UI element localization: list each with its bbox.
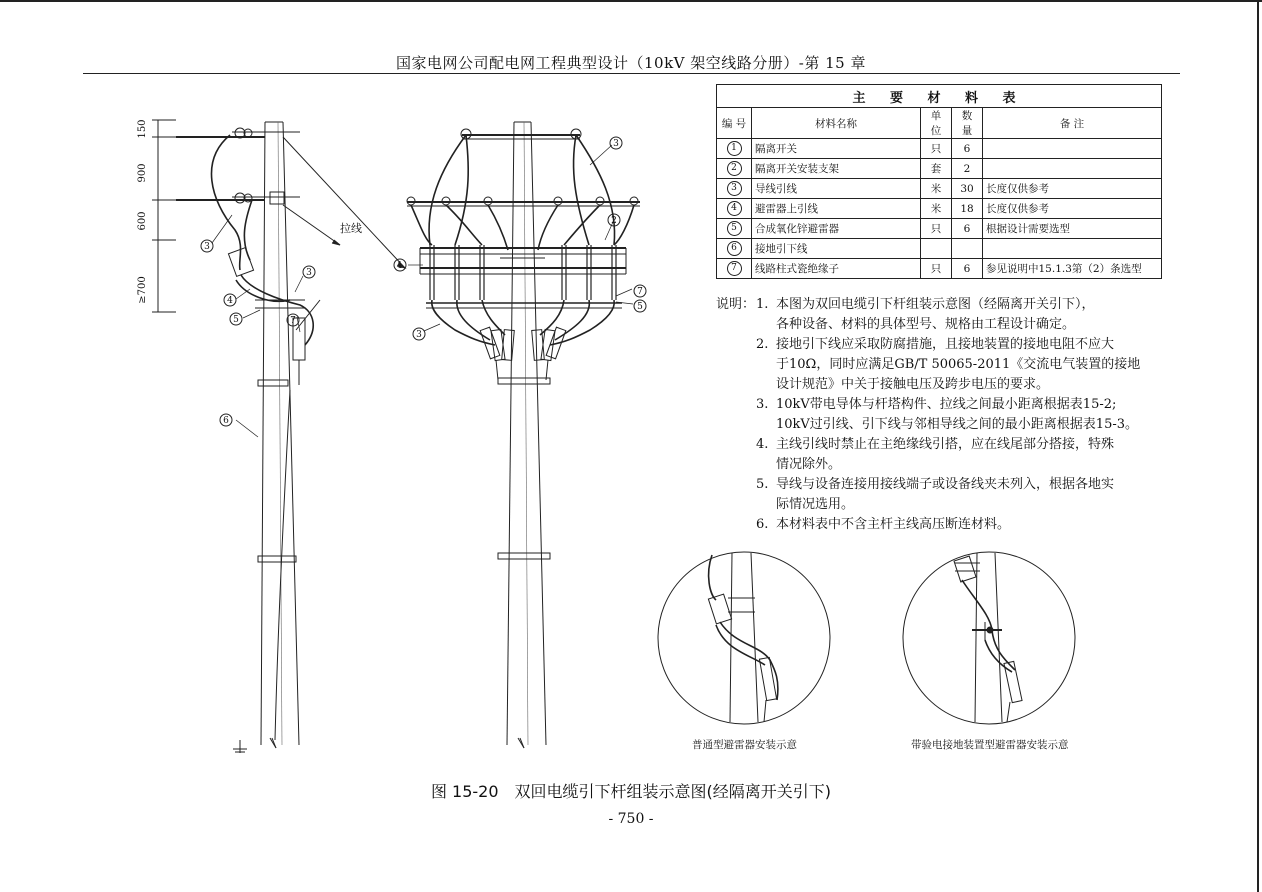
dim-900: 900 (137, 163, 148, 183)
row-unit: 套 (921, 159, 952, 179)
table-row (717, 259, 1162, 279)
notes-list (716, 295, 1156, 535)
callout-5b: 5 (637, 302, 643, 312)
note-line: 际情况选用。 (776, 497, 855, 512)
callout-3b: 3 (306, 268, 312, 278)
row-unit: 只 (921, 139, 952, 159)
row-unit: 米 (921, 199, 952, 219)
materials-table (716, 84, 1162, 279)
detail-left-caption: 普通型避雷器安装示意 (692, 739, 797, 751)
row-name: 避雷器上引线 (752, 199, 921, 219)
row-qty: 18 (952, 199, 983, 219)
row-remark (983, 239, 1162, 259)
row-no: 5 (727, 221, 742, 236)
row-remark (983, 159, 1162, 179)
leader-lines (212, 145, 633, 437)
row-name: 隔离开关 (752, 139, 921, 159)
row-qty: 2 (952, 159, 983, 179)
header-name: 材料名称 (752, 108, 921, 139)
materials-table-header (717, 108, 1162, 139)
table-row (717, 239, 1162, 259)
row-no: 4 (727, 201, 742, 216)
row-unit: 只 (921, 219, 952, 239)
note-number: 3. (756, 397, 769, 412)
row-qty (952, 239, 983, 259)
materials-table-title: 主 要 材 料 表 (717, 85, 1162, 108)
guy-wire-label: 拉线 (340, 222, 362, 235)
note-item (756, 295, 1156, 335)
note-line: 10kV带电导体与杆塔构件、拉线之间最小距离根据表15-2; (776, 397, 1117, 412)
page-header: 国家电网公司配电网工程典型设计（10kV 架空线路分册）-第 15 章 (396, 54, 866, 72)
note-number: 6. (756, 517, 769, 532)
row-qty: 6 (952, 139, 983, 159)
note-line: 于10Ω，同时应满足GB/T 50065-2011《交流电气装置的接地 (776, 357, 1141, 372)
callout-1: 1 (397, 261, 403, 271)
row-no: 3 (727, 181, 742, 196)
detail-left-circle (658, 552, 830, 724)
note-line: 情况除外。 (776, 457, 842, 472)
note-item (756, 475, 1156, 515)
note-line: 主线引线时禁止在主绝缘线引搭，应在线尾部分搭接，特殊 (776, 437, 1115, 452)
row-qty: 6 (952, 219, 983, 239)
callout-7a: 7 (290, 316, 296, 326)
header-remark: 备 注 (983, 108, 1162, 139)
note-number: 4. (756, 437, 769, 452)
row-remark: 参见说明中15.1.3第（2）条选型 (983, 259, 1162, 279)
callout-7b: 7 (637, 287, 643, 297)
callout-4a: 4 (227, 296, 233, 306)
page-number: - 750 - (608, 811, 654, 827)
row-qty: 6 (952, 259, 983, 279)
side-view-pole (176, 122, 405, 753)
figure-caption: 图 15-20 双回电缆引下杆组装示意图(经隔离开关引下) (430, 782, 832, 801)
row-remark: 根据设计需要选型 (983, 219, 1162, 239)
row-remark (983, 139, 1162, 159)
note-item (756, 515, 1156, 535)
row-remark: 长度仅供参考 (983, 199, 1162, 219)
note-item (756, 435, 1156, 475)
header-no: 编 号 (717, 108, 752, 139)
row-no: 2 (727, 161, 742, 176)
note-line: 本图为双回电缆引下杆组装示意图（经隔离开关引下）， (776, 297, 1095, 312)
notes-block (716, 295, 1156, 535)
note-line: 10kV过引线、引下线与邻相导线之间的最小距离根据表15-3。 (776, 417, 1139, 432)
table-row (717, 219, 1162, 239)
note-line: 接地引下线应采取防腐措施，且接地装置的接地电阻不应大 (776, 337, 1115, 352)
callout-2: 2 (611, 216, 617, 226)
header-unit: 单 位 (921, 108, 952, 139)
dimension-line (152, 120, 176, 312)
callout-3a: 3 (204, 242, 210, 252)
row-name: 隔离开关安装支架 (752, 159, 921, 179)
row-no: 6 (727, 241, 742, 256)
dim-700: ≥700 (137, 276, 148, 304)
row-unit: 只 (921, 259, 952, 279)
row-name: 导线引线 (752, 179, 921, 199)
note-number: 1. (756, 297, 769, 312)
notes-lead: 说明： (716, 297, 756, 312)
callout-3d: 3 (613, 139, 619, 149)
row-unit (921, 239, 952, 259)
note-number: 5. (756, 477, 769, 492)
dim-600: 600 (137, 211, 148, 231)
row-name: 合成氧化锌避雷器 (752, 219, 921, 239)
note-number: 2. (756, 337, 769, 352)
row-name: 接地引下线 (752, 239, 921, 259)
table-row (717, 139, 1162, 159)
note-line: 本材料表中不含主杆主线高压断连材料。 (776, 517, 1011, 532)
header-qty: 数 量 (952, 108, 983, 139)
table-row (717, 199, 1162, 219)
dim-150: 150 (137, 119, 148, 139)
row-unit: 米 (921, 179, 952, 199)
table-row (717, 179, 1162, 199)
row-remark: 长度仅供参考 (983, 179, 1162, 199)
note-line: 各种设备、材料的具体型号、规格由工程设计确定。 (776, 317, 1076, 332)
front-view-pole (407, 122, 640, 748)
row-qty: 30 (952, 179, 983, 199)
row-name: 线路柱式瓷绝缘子 (752, 259, 921, 279)
note-item (756, 335, 1156, 395)
note-line: 导线与设备连接用接线端子或设备线夹未列入，根据各地实 (776, 477, 1115, 492)
detail-right-circle (903, 552, 1075, 724)
detail-right-caption: 带验电接地装置型避雷器安装示意 (911, 739, 1069, 751)
note-line: 设计规范》中关于接触电压及跨步电压的要求。 (776, 377, 1050, 392)
table-row (717, 159, 1162, 179)
callout-5a: 5 (233, 315, 239, 325)
callout-markers (201, 137, 646, 426)
row-no: 7 (727, 261, 742, 276)
callout-6: 6 (223, 416, 229, 426)
callout-3c: 3 (416, 330, 422, 340)
row-no: 1 (727, 141, 742, 156)
note-item (756, 395, 1156, 435)
